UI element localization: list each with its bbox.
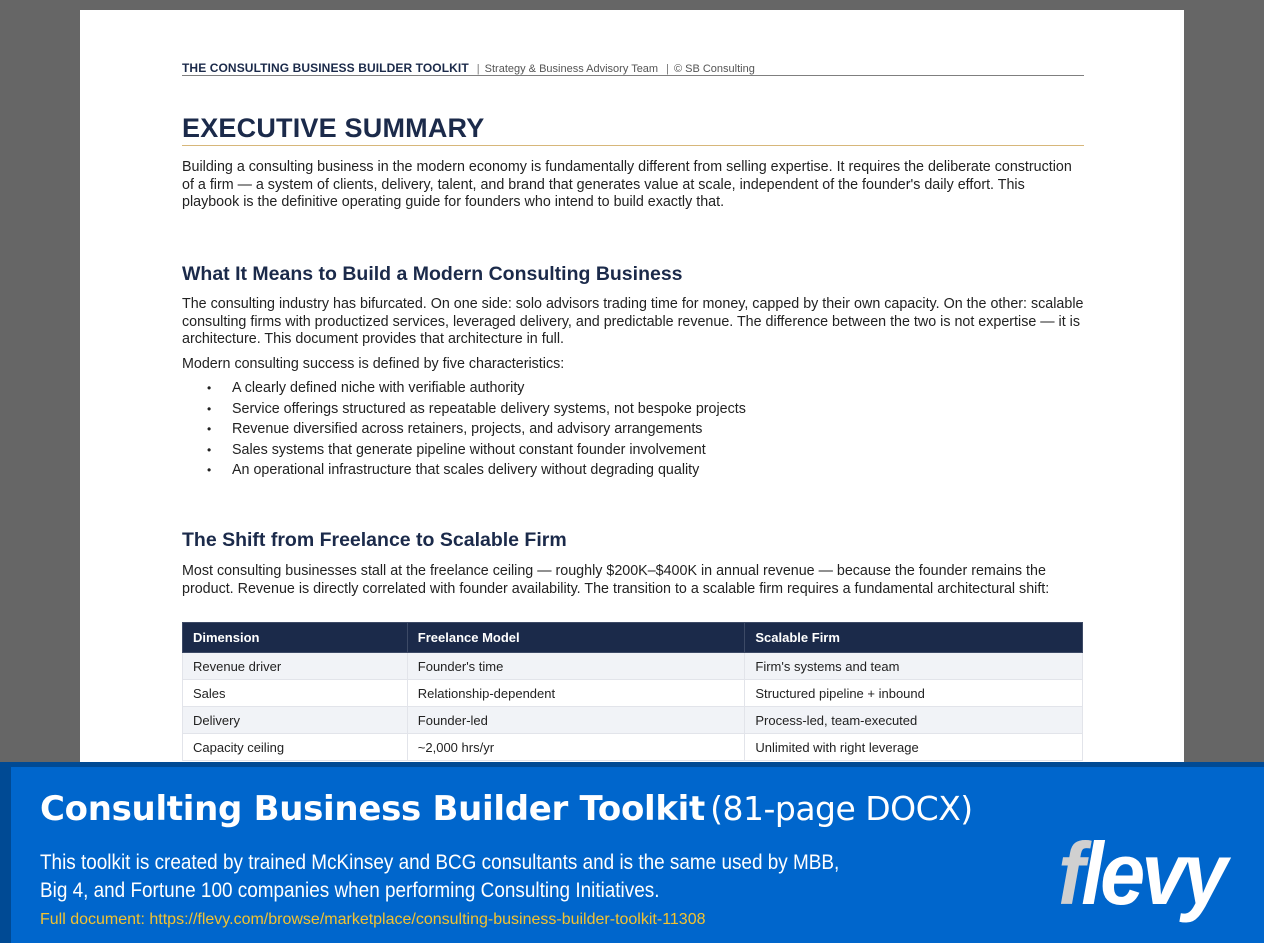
flevy-logo-f: f bbox=[1058, 824, 1082, 923]
list-item bbox=[182, 419, 1084, 440]
table-cell: Relationship-dependent bbox=[407, 680, 745, 707]
bullet-icon: • bbox=[207, 401, 212, 416]
running-header bbox=[182, 62, 1084, 76]
table-cell: ~2,000 hrs/yr bbox=[407, 734, 745, 761]
running-header-separator: | bbox=[476, 63, 480, 75]
running-header-team: Strategy & Business Advisory Team bbox=[484, 63, 659, 75]
banner-title bbox=[40, 789, 973, 829]
table-cell: Revenue driver bbox=[183, 653, 408, 680]
table-cell: Founder-led bbox=[407, 707, 745, 734]
flevy-logo bbox=[1058, 824, 1225, 923]
section-heading-shift: The Shift from Freelance to Scalable Firm bbox=[182, 529, 567, 551]
bullet-icon: • bbox=[207, 442, 212, 457]
banner-title-main: Consulting Business Builder Toolkit bbox=[40, 789, 705, 829]
list-item bbox=[182, 440, 1084, 461]
flevy-logo-rest: levy bbox=[1081, 824, 1225, 923]
table-cell: Structured pipeline + inbound bbox=[745, 680, 1083, 707]
table-cell: Process-led, team-executed bbox=[745, 707, 1083, 734]
list-item-text: A clearly defined niche with verifiable authority bbox=[232, 380, 525, 396]
banner-description-line: Big 4, and Fortune 100 companies when performing Consulting Initiatives. bbox=[40, 878, 660, 902]
banner-description bbox=[40, 848, 920, 904]
banner-title-subtitle: (81-page DOCX) bbox=[710, 789, 973, 828]
list-item bbox=[182, 378, 1084, 399]
executive-summary-paragraph: Building a consulting business in the modern economy is fundamentally different from selling expertise. It requires the deliberate construction of a firm — a system of clients, delivery, talent, and brand that generates value at scale, independent of the founder's daily effort. This playbook is the definitive operating guide for founders who intend to build exactly that. bbox=[182, 159, 1072, 210]
table-cell: Founder's time bbox=[407, 653, 745, 680]
running-header-copyright: © SB Consulting bbox=[673, 63, 755, 75]
list-item-text: Revenue diversified across retainers, projects, and advisory arrangements bbox=[232, 421, 703, 438]
list-item-text: Service offerings structured as repeatable delivery systems, not bespoke projects bbox=[232, 400, 746, 417]
table-cell: Firm's systems and team bbox=[745, 653, 1083, 680]
bullet-icon: • bbox=[207, 422, 212, 437]
list-item bbox=[182, 399, 1084, 420]
table-cell: Unlimited with right leverage bbox=[745, 734, 1083, 761]
promo-banner bbox=[0, 762, 1264, 943]
list-item-text: An operational infrastructure that scales delivery without degrading quality bbox=[232, 462, 700, 479]
list-item-text: Sales systems that generate pipeline without constant founder involvement bbox=[232, 441, 706, 458]
table-cell: Delivery bbox=[183, 707, 408, 734]
column-header-freelance: Freelance Model bbox=[407, 623, 745, 653]
characteristics-intro: Modern consulting success is defined by five characteristics: bbox=[182, 356, 565, 372]
comparison-table bbox=[182, 622, 1083, 761]
full-document-link[interactable]: Full document: https://flevy.com/browse/marketplace/consulting-business-builder-toolkit-11308 bbox=[40, 911, 706, 928]
table-row bbox=[183, 734, 1083, 761]
section-heading-modern: What It Means to Build a Modern Consulting Business bbox=[182, 263, 683, 285]
section-modern-paragraph: The consulting industry has bifurcated. On one side: solo advisors trading time for money, capped by their own capacity. On the other: scalable consulting firms with productized services, leveraged delivery, and predictable revenue. The difference between the two is not expertise — it is architecture. This document provides that architecture in full. bbox=[182, 296, 1084, 347]
banner-description-line: This toolkit is created by trained McKinsey and BCG consultants and is the same used by MBB, bbox=[40, 850, 840, 874]
running-header-separator: | bbox=[666, 63, 669, 75]
table-row bbox=[183, 707, 1083, 734]
table-row bbox=[183, 653, 1083, 680]
column-header-scalable: Scalable Firm bbox=[745, 623, 1083, 653]
table-cell: Sales bbox=[183, 680, 408, 707]
section-shift-paragraph: Most consulting businesses stall at the freelance ceiling — roughly $200K–$400K in annual revenue — because the founder remains the product. Revenue is directly correlated with founder availability. The transition to a scalable firm requires a fundamental architectural shift: bbox=[182, 563, 1050, 597]
table-cell: Capacity ceiling bbox=[183, 734, 408, 761]
characteristics-list bbox=[182, 378, 1084, 481]
table-header-row bbox=[183, 623, 1083, 653]
bullet-icon: • bbox=[207, 381, 212, 395]
bullet-icon: • bbox=[207, 463, 212, 478]
column-header-dimension: Dimension bbox=[183, 623, 408, 653]
list-item bbox=[182, 460, 1084, 481]
table-row bbox=[183, 680, 1083, 707]
document-page bbox=[80, 10, 1184, 770]
executive-summary-heading: EXECUTIVE SUMMARY bbox=[182, 113, 1084, 146]
running-header-title: THE CONSULTING BUSINESS BUILDER TOOLKIT bbox=[182, 61, 469, 75]
